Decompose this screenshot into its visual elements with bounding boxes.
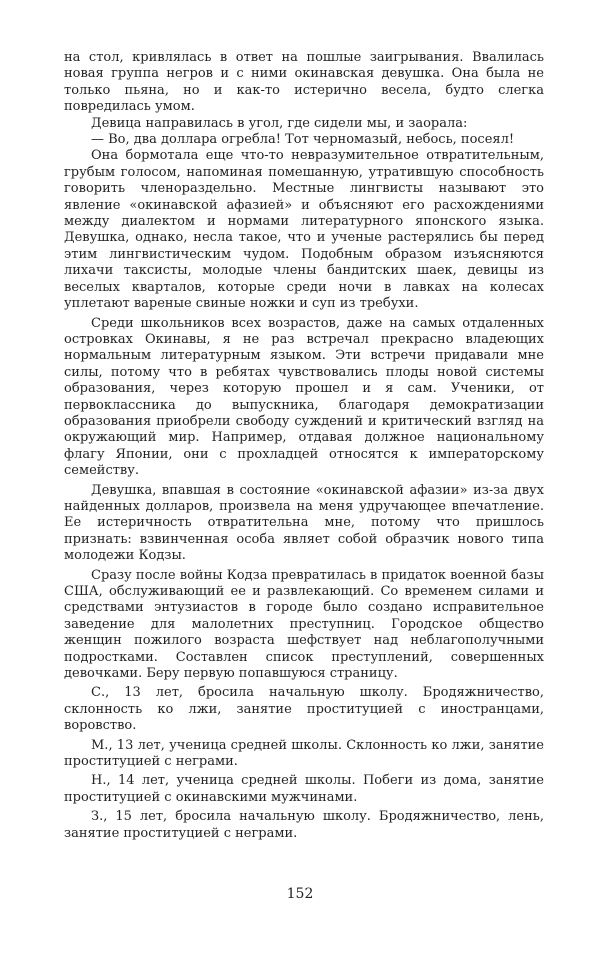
paragraph-11: З., 15 лет, бросила начальную школу. Бродяжничество, лень, занятие проституцией с неграми.	[64, 809, 544, 841]
paragraph-10: Н., 14 лет, ученица средней школы. Побеги из дома, занятие проституцией с окинавскими мужчинами.	[64, 773, 544, 805]
paragraph-4: Она бормотала еще что-то невразумительное отвратительным, грубым голосом, напоминая помешанную, утратившую способность говорить членораздельно. Местные лингвисты называют это явление «окинавской афазией» и объясняют его расхождениями между диалектом и нормами литературного японского языка. Девушка, однако, несла такое, что и ученые растерялись бы перед этим лингвистическим чудом. Подобным образом изъясняются лихачи таксисты, молодые члены бандитских шаек, девицы из веселых кварталов, которые среди ночи в лавках на колесах уплетают вареные свиные ножки и суп из требухи.	[64, 148, 544, 312]
paragraph-7: Сразу после войны Кодза превратилась в придаток военной базы США, обслуживающий ее и развлекающий. Со временем силами и средствами энтузиастов в городе было создано исправительное заведение для малолетних преступниц. Городское общество женщин пожилого возраста шефствует над неблагополучными подростками. Составлен список преступлений, совершенных девочками. Беру первую попавшуюся страницу.	[64, 567, 544, 682]
paragraph-1: на стол, кривлялась в ответ на пошлые заигрывания. Ввалилась новая группа негров и с ними окинавская девушка. Она была не только пьяна, но и как-то истерично весела, будто слегка повредилась умом.	[64, 50, 544, 115]
paragraph-3: — Во, два доллара огребла! Тот черномазый, небось, посеял!	[91, 132, 515, 148]
paragraph-2: Девица направилась в угол, где сидели мы, и заорала:	[91, 115, 468, 131]
paragraph-8: С., 13 лет, бросила начальную школу. Бродяжничество, склонность ко лжи, занятие проституцией с иностранцами, воровство.	[64, 685, 544, 734]
paragraph-6: Девушка, впавшая в состояние «окинавской афазии» из-за двух найденных долларов, произвела на меня удручающее впечатление. Ее истеричность отвратительна мне, потому что пришлось признать: взвинченная особа являет собой образчик нового типа молодежи Кодзы.	[64, 482, 544, 564]
paragraph-5: Среди школьников всех возрастов, даже на самых отдаленных островках Окинавы, я не раз встречал прекрасно владеющих нормальным литературным языком. Эти встречи придавали мне силы, потому что в ребятах чувствовались плоды новой системы образования, через которую прошел и я сам. Ученики, от первоклассника до выпускника, благодаря демократизации образования приобрели свободу суждений и критический взгляд на окружающий мир. Например, отдавая должное национальному флагу Японии, они с прохладцей относятся к императорскому семейству.	[64, 315, 544, 479]
page-body	[64, 50, 544, 842]
paragraph-9: М., 13 лет, ученица средней школы. Склонность ко лжи, занятие проституцией с неграми.	[64, 737, 544, 770]
page-number: 152	[286, 886, 314, 902]
